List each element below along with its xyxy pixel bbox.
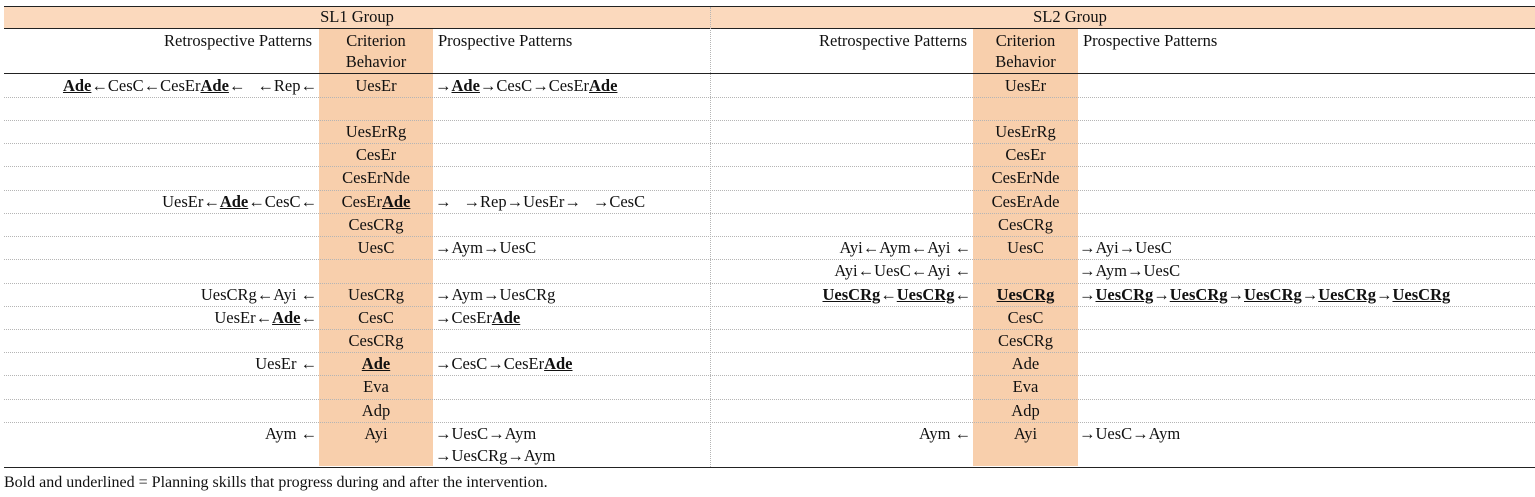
sl2-criterion-cell: Eva bbox=[1012, 377, 1039, 396]
sl1-pro-pattern: →CesC→CesErAde bbox=[435, 354, 573, 373]
group-divider bbox=[710, 7, 711, 467]
sl2-pro-header: Prospective Patterns bbox=[1083, 31, 1218, 50]
sl1-criterion-cell: UesC bbox=[357, 238, 395, 257]
sl1-criterion-cell: UesErRg bbox=[345, 122, 407, 141]
group-title-sl1: SL1 Group bbox=[320, 7, 394, 26]
sl2-criterion-cell: UesEr bbox=[1004, 76, 1047, 95]
footnote: Bold and underlined = Planning skills that progress during and after the intervention. bbox=[4, 474, 548, 491]
sl2-pro-pattern: →Aym→UesC bbox=[1079, 261, 1181, 280]
row-separator bbox=[4, 120, 1535, 121]
sl1-criterion-cell: Ayi bbox=[364, 424, 388, 443]
sl2-retro-pattern: UesCRg←UesCRg← bbox=[822, 285, 971, 304]
sl1-retro-pattern: UesEr ← bbox=[255, 354, 317, 373]
sl1-criterion-cell: Adp bbox=[361, 401, 391, 420]
row-separator bbox=[4, 166, 1535, 167]
sl2-criterion-cell: CesErNde bbox=[991, 168, 1060, 187]
row-separator bbox=[4, 422, 1535, 423]
sl1-criterion-cell: CesCRg bbox=[348, 331, 404, 350]
row-separator bbox=[4, 306, 1535, 307]
row-separator bbox=[4, 213, 1535, 214]
sl1-criterion-header-line1: Criterion bbox=[346, 31, 406, 50]
sl1-pro-pattern: →Aym→UesCRg bbox=[435, 285, 556, 304]
sl2-criterion-cell: Adp bbox=[1011, 401, 1040, 420]
sl2-criterion-header-line2: Behavior bbox=[995, 52, 1056, 71]
bottom-rule bbox=[4, 467, 1535, 468]
group-header-rule bbox=[4, 28, 1535, 29]
sl1-pro-pattern: →Aym→UesC bbox=[435, 238, 537, 257]
sl1-pro-pattern: →Ade→CesC→CesErAde bbox=[435, 76, 618, 95]
sl1-retro-pattern: UesEr←Ade←CesC← bbox=[162, 192, 317, 211]
sl2-retro-header: Retrospective Patterns bbox=[818, 31, 967, 50]
sl1-pro-pattern: → →Rep→UesEr→ →CesC bbox=[435, 192, 646, 211]
sl1-retro-pattern: Ade←CesC←CesErAde← ←Rep← bbox=[62, 76, 317, 95]
sl1-criterion-cell: CesCRg bbox=[348, 215, 404, 234]
row-separator bbox=[4, 190, 1535, 191]
sl1-pro-pattern: →UesC→Aym bbox=[435, 424, 537, 443]
sl2-criterion-cell: UesErRg bbox=[995, 122, 1056, 141]
sl2-criterion-cell: CesCRg bbox=[997, 215, 1053, 234]
sl1-pro-pattern: →CesErAde bbox=[435, 308, 521, 327]
sl1-criterion-cell: UesCRg bbox=[348, 285, 404, 304]
sl1-criterion-cell: CesC bbox=[358, 308, 394, 327]
row-separator bbox=[4, 399, 1535, 400]
row-separator bbox=[4, 375, 1535, 376]
sl1-pro-header: Prospective Patterns bbox=[438, 31, 573, 50]
row-separator bbox=[4, 236, 1535, 237]
row-separator bbox=[4, 97, 1535, 98]
row-separator bbox=[4, 283, 1535, 284]
sl1-retro-pattern: UesEr←Ade← bbox=[214, 308, 317, 327]
sl2-criterion-cell: CesC bbox=[1007, 308, 1044, 327]
sl2-criterion-header-line1: Criterion bbox=[995, 31, 1056, 50]
sl1-retro-pattern: Aym ← bbox=[265, 424, 317, 443]
sl2-criterion-cell: CesErAde bbox=[991, 192, 1060, 211]
sl2-retro-pattern: Ayi←UesC←Ayi ← bbox=[834, 261, 971, 280]
row-separator bbox=[4, 259, 1535, 260]
column-header-rule bbox=[4, 73, 1535, 74]
sl1-pro-pattern: →UesCRg→Aym bbox=[435, 446, 556, 465]
sl2-criterion-cell: UesC bbox=[1007, 238, 1044, 257]
sl1-criterion-header-line2: Behavior bbox=[345, 52, 407, 71]
sl1-criterion-cell: UesEr bbox=[355, 76, 397, 95]
sl2-criterion-cell: CesEr bbox=[1005, 145, 1046, 164]
sl2-pro-pattern: →UesCRg→UesCRg→UesCRg→UesCRg→UesCRg bbox=[1079, 285, 1451, 304]
sl2-criterion-cell: Ayi bbox=[1013, 424, 1038, 443]
sl2-retro-pattern: Aym ← bbox=[919, 424, 971, 443]
sl1-criterion-cell: CesErAde bbox=[341, 192, 411, 211]
sl1-criterion-cell: CesEr bbox=[355, 145, 397, 164]
row-separator bbox=[4, 329, 1535, 330]
sl1-retro-pattern: UesCRg←Ayi ← bbox=[200, 285, 317, 304]
sl2-criterion-cell: UesCRg bbox=[996, 285, 1055, 304]
row-separator bbox=[4, 143, 1535, 144]
sl2-criterion-cell: Ade bbox=[1011, 354, 1040, 373]
group-title-sl2: SL2 Group bbox=[1033, 7, 1107, 26]
sl1-retro-header: Retrospective Patterns bbox=[163, 31, 312, 50]
sl2-criterion-cell: CesCRg bbox=[997, 331, 1053, 350]
sl2-pro-pattern: →Ayi→UesC bbox=[1079, 238, 1172, 257]
sl1-criterion-cell: CesErNde bbox=[342, 168, 410, 187]
sl1-criterion-cell: Eva bbox=[363, 377, 389, 396]
row-separator bbox=[4, 352, 1535, 353]
sl2-retro-pattern: Ayi←Aym←Ayi ← bbox=[839, 238, 971, 257]
sl2-pro-pattern: →UesC→Aym bbox=[1079, 424, 1181, 443]
sl1-criterion-cell: Ade bbox=[361, 354, 391, 373]
